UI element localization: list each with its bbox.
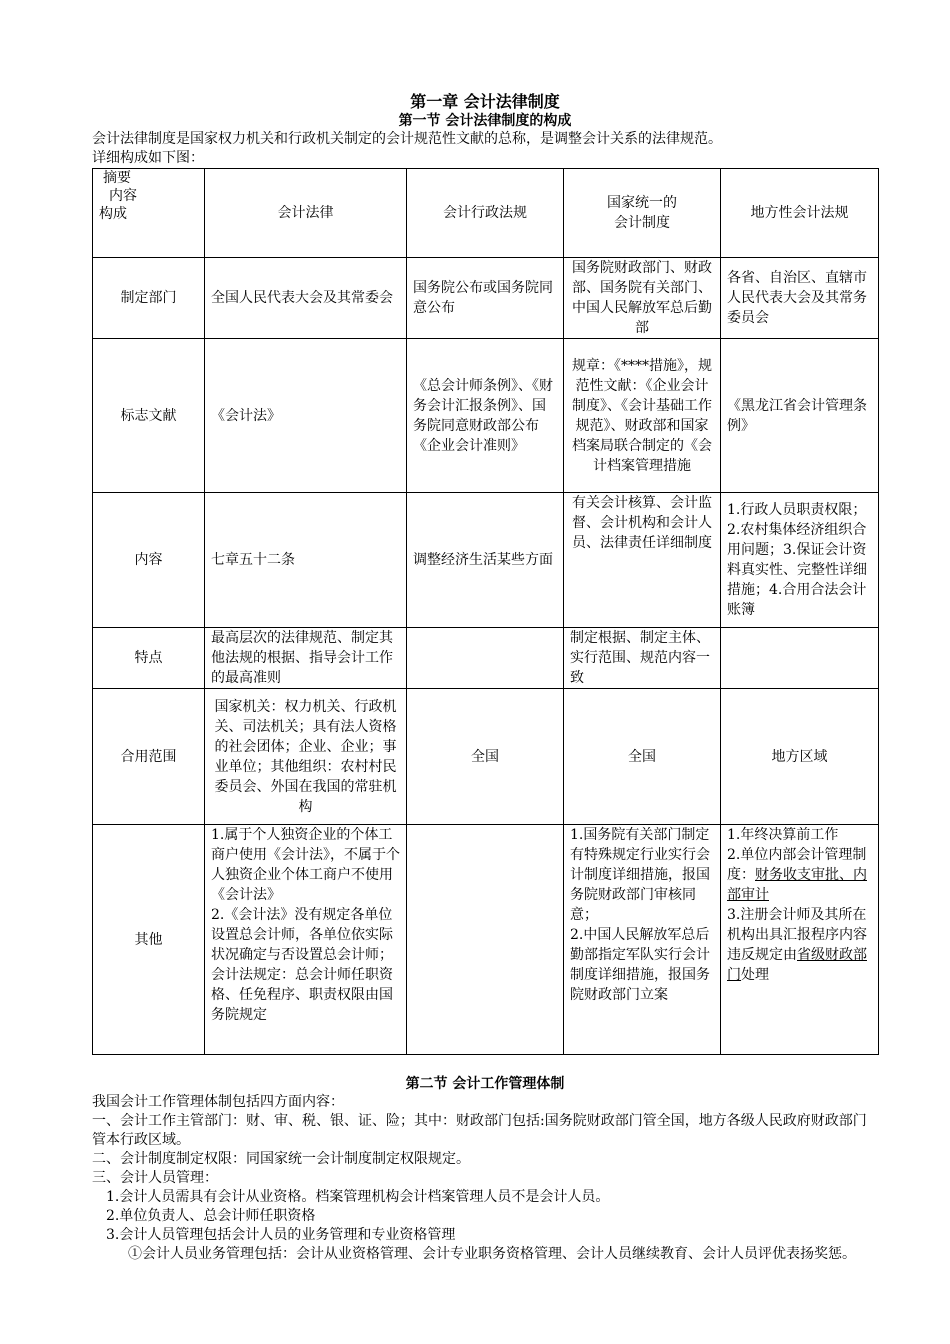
table-row <box>93 825 879 1055</box>
table-row <box>93 339 879 493</box>
chapter-title: 第一章 会计法律制度 <box>410 92 560 111</box>
table-cell <box>721 628 879 689</box>
table-cell: 1.行政人员职责权限；2.农村集体经济组织合用问题；3.保证会计资料真实性、完整性详细措施；4.合用合法会计账簿 <box>721 493 879 628</box>
table-cell: 1.国务院有关部门制定有特殊规定行业实行会计制度详细措施，报国务院财政部门审核同意； 2.中国人民解放军总后勤部指定军队实行会计制度详细措施，报国务院财政部门立案 <box>564 825 721 1055</box>
section2-line: ①会计人员业务管理包括：会计从业资格管理、会计专业职务资格管理、会计人员继续教育、会计人员评优表扬奖惩。 <box>128 1246 856 1262</box>
corner-line-2: 内容 <box>109 188 137 204</box>
row-label: 合用范围 <box>93 689 205 825</box>
local-other-line-3 <box>727 905 872 985</box>
header-admin-regulation: 会计行政法规 <box>407 169 564 258</box>
table-cell: 各省、自治区、直辖市人民代表大会及其常务委员会 <box>721 258 879 339</box>
table-row <box>93 258 879 339</box>
section2-line: 三、会计人员管理： <box>92 1170 218 1186</box>
table-cell: 调整经济生活某些方面 <box>407 493 564 628</box>
section2-line: 3.会计人员管理包括会计人员的业务管理和专业资格管理 <box>106 1227 456 1243</box>
table-cell: 国务院财政部门、财政部、国务院有关部门、中国人民解放军总后勤部 <box>564 258 721 339</box>
table-cell: 《会计法》 <box>205 339 407 493</box>
document-page <box>92 92 878 1264</box>
table-cell: 《黑龙江省会计管理条例》 <box>721 339 879 493</box>
table-cell: 制定根据、制定主体、实行范围、规范内容一致 <box>564 628 721 689</box>
section1-intro2: 详细构成如下图： <box>92 150 204 166</box>
row-label: 内容 <box>93 493 205 628</box>
section1-title: 第一节 会计法律制度的构成 <box>398 113 572 129</box>
table-cell: 全国人民代表大会及其常委会 <box>205 258 407 339</box>
local-other-line-1: 1.年终决算前工作 <box>727 827 839 843</box>
section2-line: 2.单位负责人、总会计师任职资格 <box>106 1208 316 1224</box>
table-header-row <box>93 169 879 258</box>
local-other-line-2 <box>727 845 872 905</box>
header-local-regulation: 地方性会计法规 <box>721 169 879 258</box>
table-cell: 全国 <box>407 689 564 825</box>
table-cell: 最高层次的法律规范、制定其他法规的根据、指导会计工作的最高准则 <box>205 628 407 689</box>
table-cell: 有关会计核算、会计监督、会计机构和会计人员、法律责任详细制度 <box>564 493 721 628</box>
table-cell: 国家机关：权力机关、行政机关、司法机关；具有法人资格的社会团体；企业、企业；事业单位；其他组织：农村村民委员会、外国在我国的常驻机构 <box>205 689 407 825</box>
legal-system-table <box>92 168 879 1055</box>
local-other-text: 2.单位内部会计管理制度： <box>727 847 867 883</box>
local-other-text: 3.注册会计师及其所在机构出具汇报程序内容违反规定由 <box>727 907 867 963</box>
table-cell <box>407 825 564 1055</box>
table-cell: 规章：《****措施》，规范性文献：《企业会计制度》、《会计基础工作规范》、财政部和国家档案局联合制定的《会计档案管理措施 <box>564 339 721 493</box>
section1-intro: 会计法律制度是国家权力机关和行政机关制定的会计规范性文献的总称，是调整会计关系的法律规范。 <box>92 131 722 147</box>
corner-cell <box>93 169 205 258</box>
section2-line: 我国会计工作管理体制包括四方面内容： <box>92 1094 344 1110</box>
header-unified-system: 国家统一的 会计制度 <box>564 169 721 258</box>
table-cell: 全国 <box>564 689 721 825</box>
local-other-underlined: 省级财政部门 <box>727 947 867 983</box>
row-label: 制定部门 <box>93 258 205 339</box>
section2-line: 一、会计工作主管部门：财、审、税、银、证、险；其中：财政部门包括:国务院财政部门管全国，地方各级人民政府财政部门管本行政区域。 <box>92 1113 867 1148</box>
table-cell <box>407 628 564 689</box>
table-cell-local-other <box>721 825 879 1055</box>
section2-line: 1.会计人员需具有会计从业资格。档案管理机构会计档案管理人员不是会计人员。 <box>106 1189 610 1205</box>
header-law: 会计法律 <box>205 169 407 258</box>
table-cell: 地方区域 <box>721 689 879 825</box>
table-cell: 1.属于个人独资企业的个体工商户使用《会计法》，不属于个人独资企业个体工商户不使用《会计法》 2.《会计法》没有规定各单位设置总会计师，各单位依实际状况确定与否设置总会计师；会计法规定：总会计师任职资格、任免程序、职责权限由国务院规定 <box>205 825 407 1055</box>
table-cell: 国务院公布或国务院同意公布 <box>407 258 564 339</box>
section2-line: 二、会计制度制定权限：同国家统一会计制度制定权限规定。 <box>92 1151 470 1167</box>
table-row <box>93 628 879 689</box>
table-row <box>93 689 879 825</box>
local-other-underlined: 财务收支审批、内部审计 <box>727 867 867 903</box>
row-label: 标志文献 <box>93 339 205 493</box>
corner-line-3: 构成 <box>99 206 127 222</box>
row-label: 其他 <box>93 825 205 1055</box>
table-row <box>93 493 879 628</box>
section2-title: 第二节 会计工作管理体制 <box>405 1076 565 1092</box>
row-label: 特点 <box>93 628 205 689</box>
table-cell: 《总会计师条例》、《财务会计汇报条例》、国务院同意财政部公布《企业会计准则》 <box>407 339 564 493</box>
local-other-text: 处理 <box>741 967 769 983</box>
corner-line-1: 摘要 <box>103 170 131 186</box>
table-cell: 七章五十二条 <box>205 493 407 628</box>
